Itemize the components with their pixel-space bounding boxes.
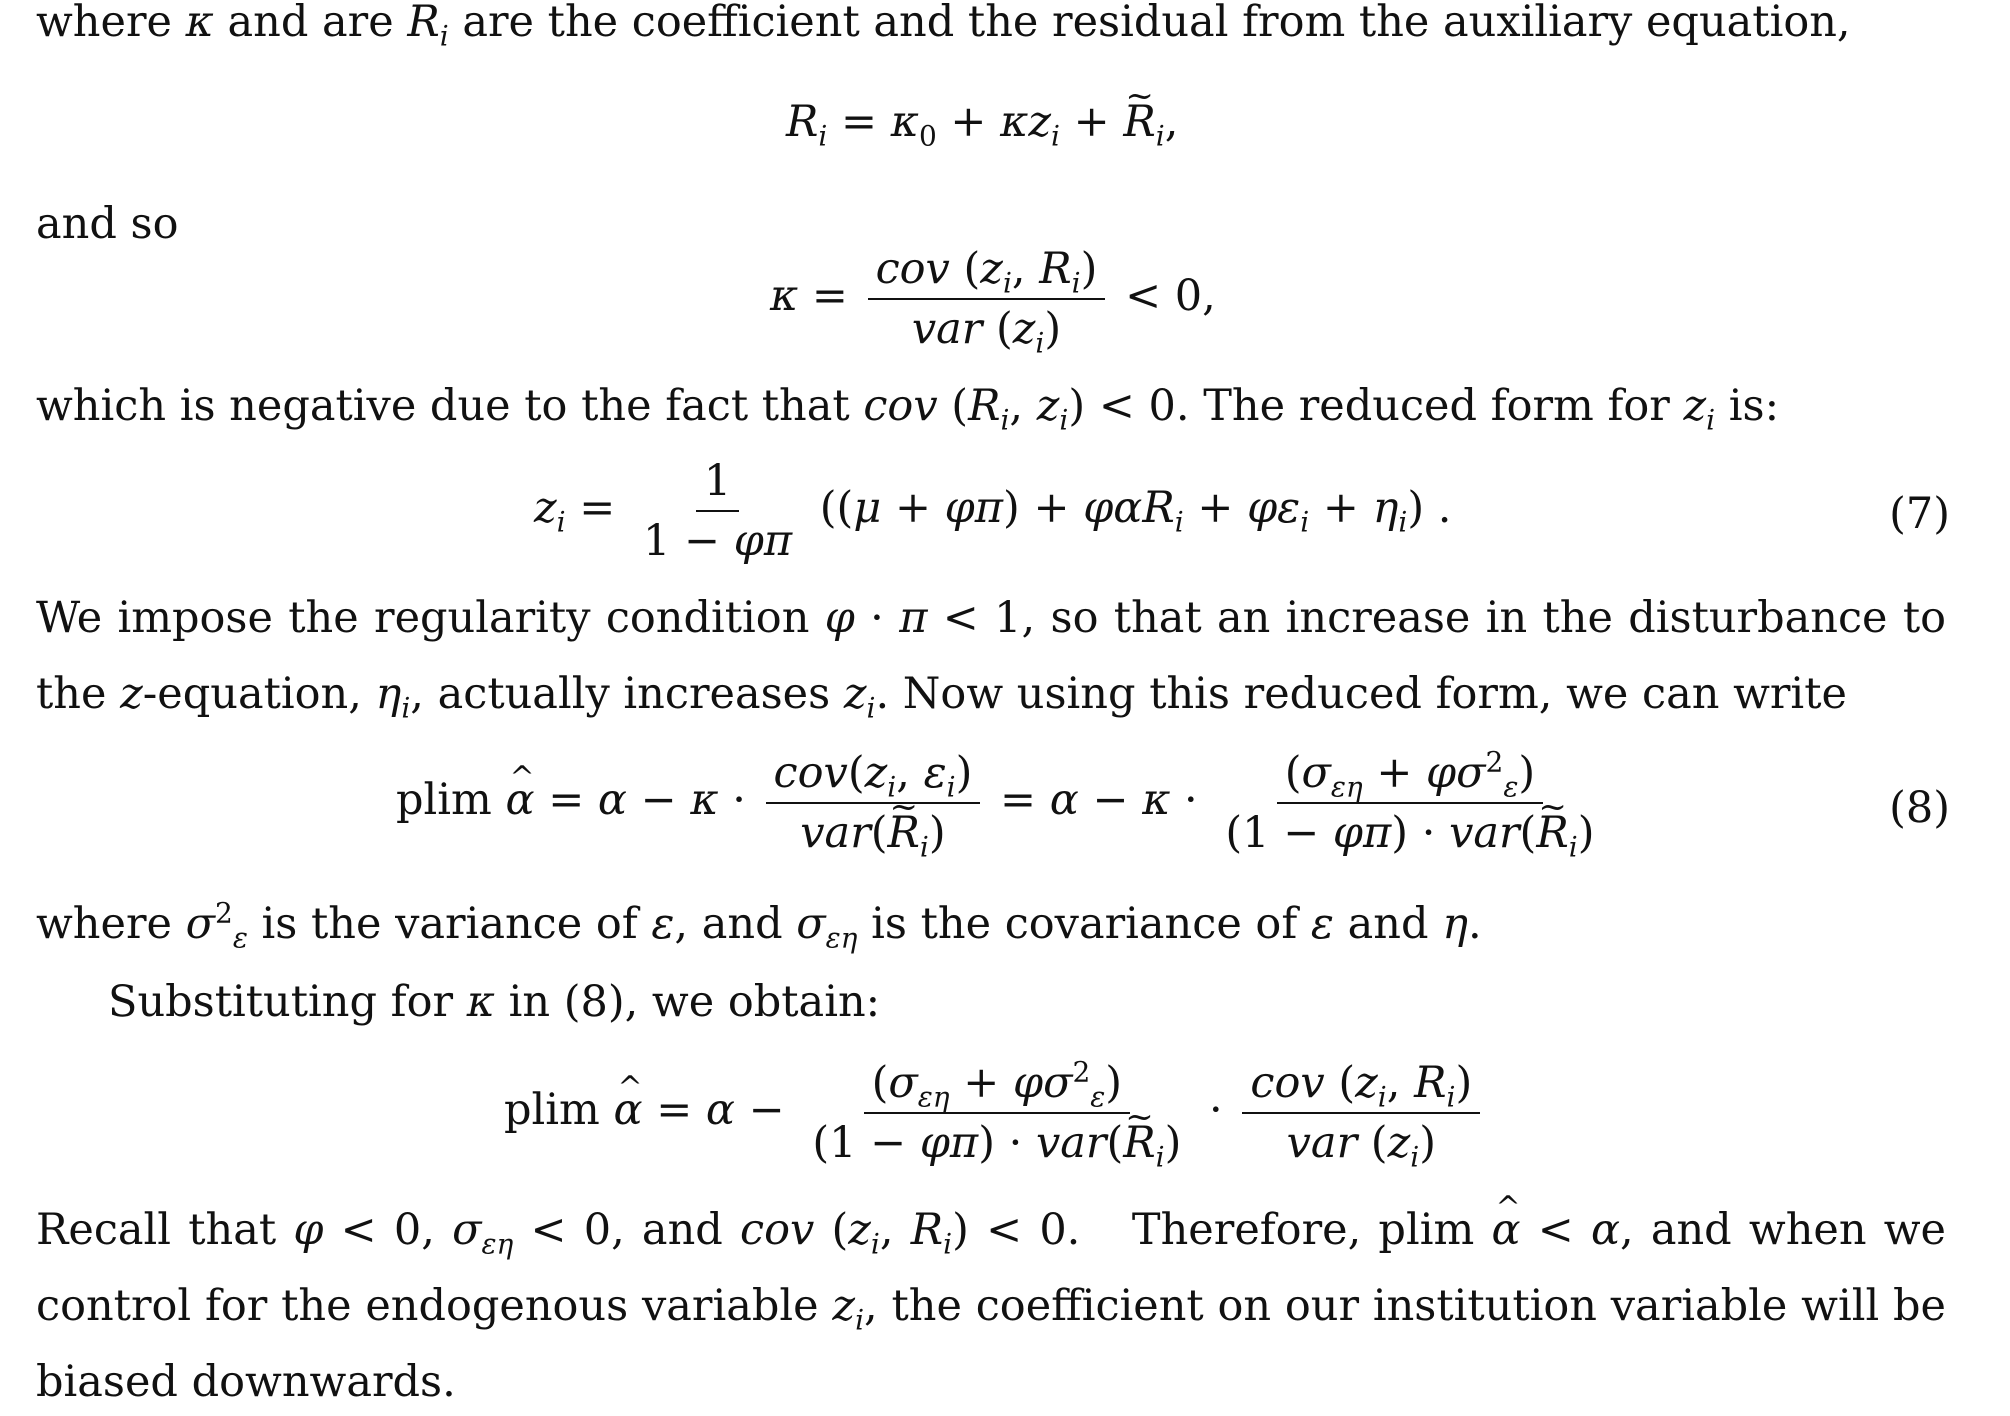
equation-kappa: κ = $\frac{cov (z_i, R_i)}{var (z_i)}$ < 0, [770, 244, 1216, 360]
paragraph-p2: and so [36, 199, 179, 249]
equation-7: $z_i$ = $\frac{1}{1 - \varphi\pi}$ $((\mu + \varphi\pi) + \varphi\alpha R_i + \varphi\varepsilon_i + \eta_i)$ . [534, 456, 1452, 566]
paragraph-p7-line2: control for the endogenous variable $z_i$, the coefficient on our institution variable will be [36, 1281, 1946, 1337]
equation-7-label: (7) [1889, 489, 1950, 539]
equation-8: plim ^ α = α − κ · $\frac{cov(z_i, \varepsilon_i)}{var(\sim R_i)}$ = α − κ · $\frac{(\sigma_{\varepsilon\eta} + \varphi\sigma^2_\varepsilon)}{(1 - \varphi\pi) \cdot var(\sim R_i)}$ [396, 748, 1608, 858]
paragraph-p7-line1: Recall that φ < 0, $\sigma_{\varepsilon\eta} < 0$, and cov ($z_i$, $R_i) < 0$. Therefore, plim ^ α < α, and when we [36, 1204, 1946, 1256]
equation-8-label: (8) [1889, 783, 1950, 833]
equation-auxiliary: $R_i = \kappa_0 + \kappa z_i$ + ~ $R_i$, [786, 96, 1178, 148]
paragraph-p5: where $\sigma^2_\varepsilon$ is the variance of ε, and $\sigma_{\varepsilon\eta}$ is the covariance of ε and η. [36, 896, 1482, 955]
paragraph-p3: which is negative due to the fact that cov ($R_i$, $z_i) < 0$. The reduced form for $z_i$ is: [36, 381, 1780, 437]
paragraph-p6: Substituting for κ in (8), we obtain: [108, 977, 881, 1027]
paragraph-p1: where κ and are $R_i$ are the coefficient and the residual from the auxiliary equation, [36, 0, 1851, 53]
paragraph-p4-line2: the z-equation, $\eta_i$, actually increases $z_i$. Now using this reduced form, we can write [36, 669, 1847, 725]
paragraph-p4-line1: We impose the regularity condition φ · π < 1, so that an increase in the disturbance to [36, 593, 1946, 643]
equation-final: plim ^ α = α − $\frac{(\sigma_{\varepsilon\eta} + \varphi\sigma^2_\varepsilon)}{(1 - \varphi\pi) \cdot var(\sim R_i)}$ · $\frac{cov (z_i, R_i)}{var (z_i)}$ [504, 1058, 1486, 1168]
paragraph-p7-line3: biased downwards. [36, 1357, 456, 1407]
